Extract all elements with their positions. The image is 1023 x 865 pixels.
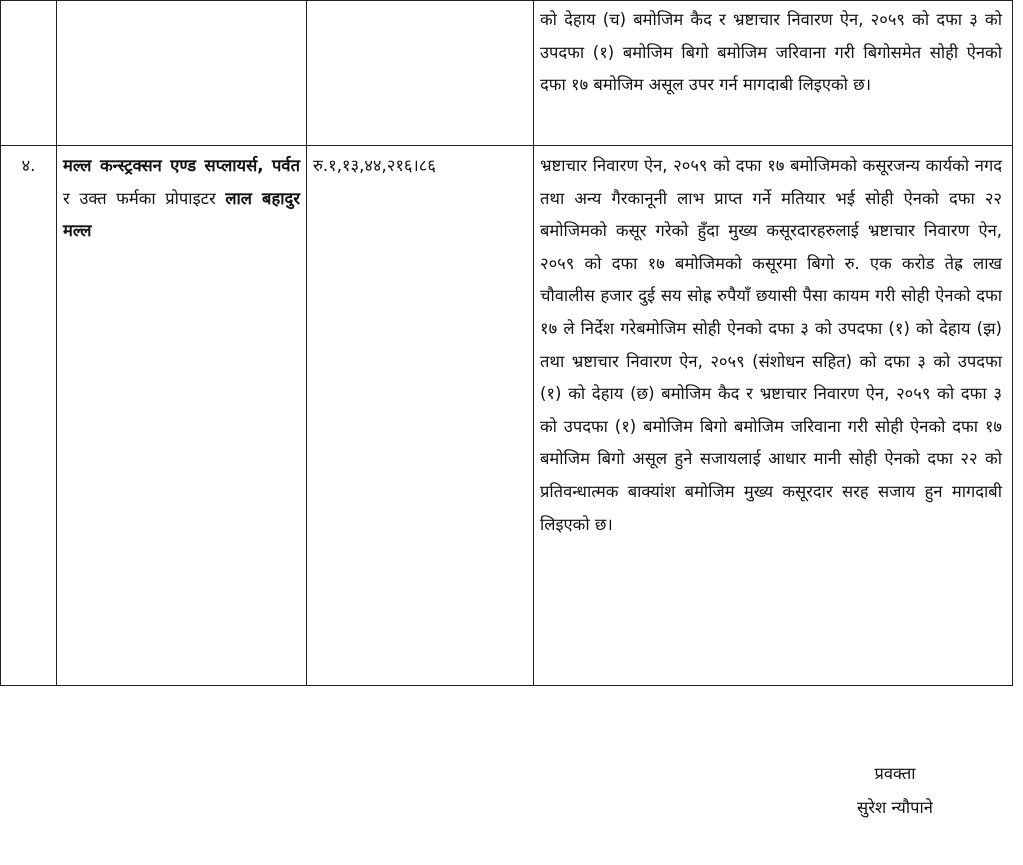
table-row (1, 1, 1013, 146)
amount-cell: रु.१,१३,४४,२१६।८६ (307, 146, 534, 686)
signature-name: सुरेश न्यौपाने (857, 798, 933, 817)
signature-title: प्रवक्ता (874, 764, 916, 783)
description-cell: को देहाय (च) बमोजिम कैद र भ्रष्टाचार निवारण ऐन, २०५९ को दफा ३ को उपदफा (१) बमोजिम बिगो बमोजिम जरिवाना गरी बिगोसमेत सोही ऐनको दफा १७ बमोजिम असूल उपर गर्न मागदाबी लिइएको छ। (534, 1, 1013, 146)
accused-cell (57, 1, 307, 146)
accused-connector: र उक्त फर्मका प्रोपाइटर (63, 188, 226, 208)
serial-cell: ४. (1, 146, 57, 686)
serial-cell (1, 1, 57, 146)
signature-block (835, 757, 955, 825)
firm-name: मल्ल कन्स्ट्रक्सन एण्ड सप्लायर्स, पर्वत (63, 156, 300, 175)
amount-cell (307, 1, 534, 146)
description-cell: भ्रष्टाचार निवारण ऐन, २०५९ को दफा १७ बमोजिमको कसूरजन्य कार्यको नगद तथा अन्य गैरकानूनी लाभ प्राप्त गर्ने मतियार भई सोही ऐनको दफा २२ बमोजिमको कसूर गरेको हुँदा मुख्य कसूरदारहरुलाई भ्रष्टाचार निवारण ऐन, २०५९ को दफा १७ बमोजिमको कसूरमा बिगो रु. एक करोड तेह्र लाख चौवालीस हजार दुई सय सोह्र रुपैयाँ छयासी पैसा कायम गरी सोही ऐनको दफा १७ ले निर्देश गरेबमोजिम सोही ऐनको दफा ३ को उपदफा (१) को देहाय (झ) तथा भ्रष्टाचार निवारण ऐन, २०५९ (संशोधन सहित) को दफा ३ को उपदफा (१) को देहाय (छ) बमोजिम कैद र भ्रष्टाचार निवारण ऐन, २०५९ को दफा ३ को उपदफा (१) बमोजिम बिगो बमोजिम जरिवाना गरी सोही ऐनको दफा १७ बमोजिम बिगो असूल हुने सजायलाई आधार मानी सोही ऐनको दफा २२ को प्रतिवन्धात्मक बाक्यांश बमोजिम मुख्य कसूरदार सरह सजाय हुन मागदाबी लिइएको छ। (534, 146, 1013, 686)
table-row (1, 146, 1013, 686)
accused-cell (57, 146, 307, 686)
proprietor-name: लाल बहादुर मल्ल (63, 188, 301, 241)
